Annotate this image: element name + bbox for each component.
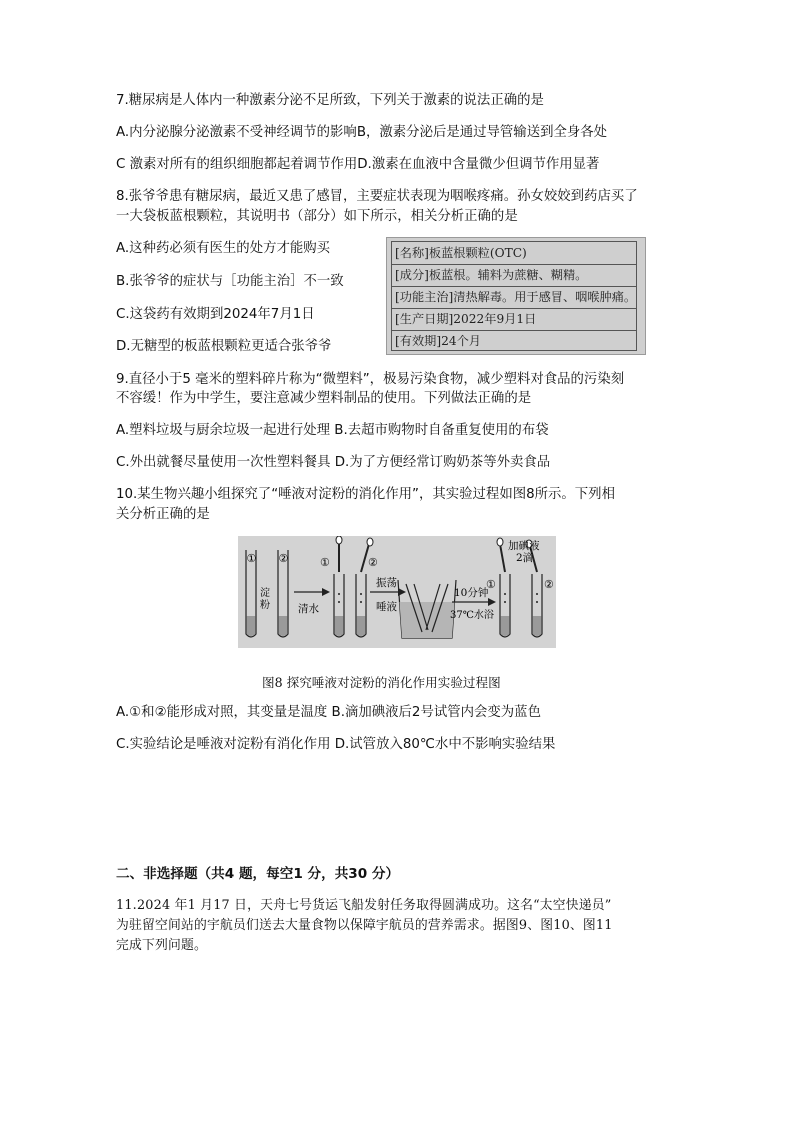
step4-tube2-label: ② <box>544 578 554 591</box>
q9-options-cd: C.外出就餐尽量使用一次性塑料餐具 D.为了方便经常订购奶茶等外卖食品 <box>116 455 551 470</box>
shake-label: 振荡 <box>376 577 397 589</box>
figure-8-caption: 图8 探究唾液对淀粉的消化作用实验过程图 <box>262 675 501 690</box>
iodine-label: 加碘液 <box>508 540 540 552</box>
step2-tube2-label: ② <box>368 556 378 569</box>
step4-tube1-label: ① <box>486 578 496 591</box>
q9-stem-line1: 9.直径小于5 毫米的塑料碎片称为“微塑料”，极易污染食物，减少塑料对食品的污染刻 <box>116 372 625 387</box>
q11-line3: 完成下列问题。 <box>116 938 207 953</box>
section-2-title: 二、非选择题（共4 题，每空1 分，共30 分） <box>116 866 400 882</box>
medicine-label-table <box>391 241 637 351</box>
starch-label-1: 淀 <box>260 588 270 599</box>
q10-options-cd: C.实验结论是唾液对淀粉有消化作用 D.试管放入80℃水中不影响实验结果 <box>116 737 556 752</box>
q10-options-ab: A.①和②能形成对照，其变量是温度 B.滴加碘液后2号试管内会变为蓝色 <box>116 705 541 720</box>
q8-option-d: D.无糖型的板蓝根颗粒更适合张爷爷 <box>116 339 332 354</box>
water-label: 清水 <box>298 603 319 615</box>
label-row-shelf-life: [有效期]24个月 <box>395 334 481 348</box>
drops-label: 2滴 <box>516 552 534 564</box>
q8-option-c: C.这袋药有效期到2024年7月1日 <box>116 307 315 322</box>
q11-line1: 11.2024 年1 月17 日，天舟七号货运飞船发射任务取得圆满成功。这名“太空快递员” <box>116 898 612 913</box>
step2-tube1-label: ① <box>320 556 330 569</box>
q8-stem-line1: 8.张爷爷患有糖尿病，最近又患了感冒，主要症状表现为咽喉疼痛。孙女姣姣到药店买了 <box>116 189 638 204</box>
bath-label: 37℃水浴 <box>450 610 494 621</box>
q8-option-a: A.这种药必须有医生的处方才能购买 <box>116 241 331 256</box>
label-row-name: [名称]板蓝根颗粒(OTC) <box>392 242 636 265</box>
q11-line2: 为驻留空间站的宇航员们送去大量食物以保障宇航员的营养需求。据图9、图10、图11 <box>116 918 613 933</box>
q8-stem-line2: 一大袋板蓝根颗粒，其说明书（部分）如下所示，相关分析正确的是 <box>116 209 518 224</box>
step1-tube2-label: ② <box>278 552 289 565</box>
q9-options-ab: A.塑料垃圾与厨余垃圾一起进行处理 B.去超市购物时自备重复使用的布袋 <box>116 423 549 438</box>
starch-label-2: 粉 <box>260 600 270 611</box>
figure-8-experiment-diagram <box>238 536 556 648</box>
label-row-production-date: [生产日期]2022年9月1日 <box>392 308 636 331</box>
medicine-label-image <box>386 237 646 355</box>
q7-options-ab: A.内分泌腺分泌激素不受神经调节的影响B，激素分泌后是通过导管输送到全身各处 <box>116 125 608 140</box>
q7-options-cd: C 激素对所有的组织细胞都起着调节作用D.激素在血液中含量微少但调节作用显著 <box>116 157 600 172</box>
q10-stem-line1: 10.某生物兴趣小组探究了“唾液对淀粉的消化作用”，其实验过程如图8所示。下列相 <box>116 487 615 502</box>
label-row-indications: [功能主治]清热解毒。用于感冒、咽喉肿痛。 <box>392 286 636 309</box>
q9-stem-line2: 不容缓！作为中学生，要注意减少塑料制品的使用。下列做法正确的是 <box>116 391 532 406</box>
saliva-label: 唾液 <box>376 601 397 613</box>
label-row-ingredients: [成分]板蓝根。辅料为蔗糖、糊精。 <box>392 264 636 287</box>
q10-stem-line2: 关分析正确的是 <box>116 507 210 522</box>
q8-option-b: B.张爷爷的症状与［功能主治］不一致 <box>116 274 344 289</box>
step1-tube1-label: ① <box>246 552 257 565</box>
time-label: 10分钟 <box>454 587 489 599</box>
q7-stem: 7.糖尿病是人体内一种激素分泌不足所致，下列关于激素的说法正确的是 <box>116 93 544 108</box>
